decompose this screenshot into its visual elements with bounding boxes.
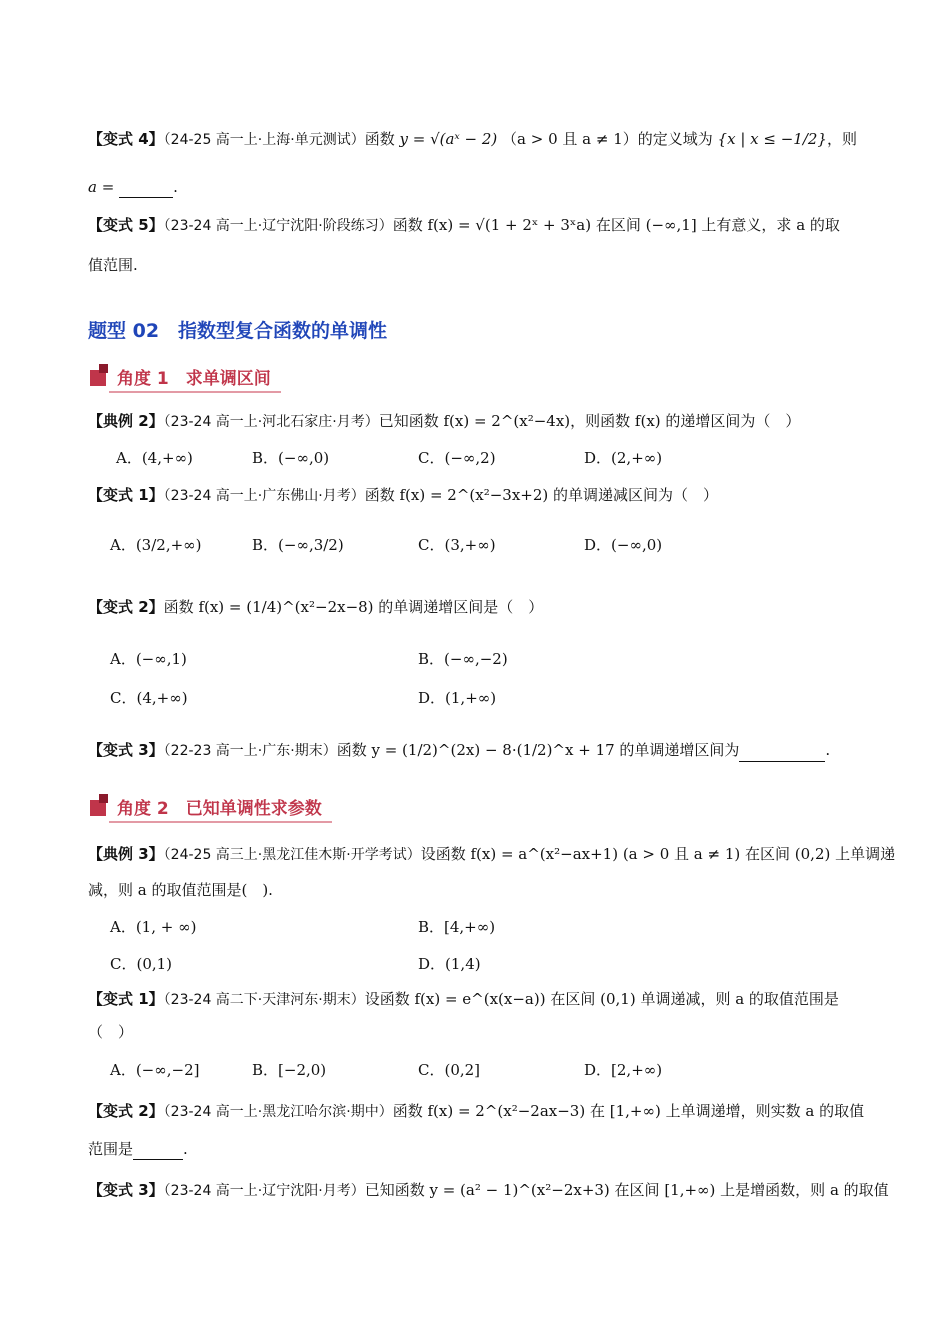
variant-4-condition: （a > 0 且 a ≠ 1）的定义域为 [502, 130, 713, 148]
example-3-option-c[interactable]: C．(0,1) [110, 955, 173, 973]
angle-1-banner [90, 365, 281, 391]
example-3-option-b[interactable]: B．[4,+∞) [418, 918, 496, 936]
variant-4-end: . [173, 178, 178, 196]
variant-1a-option-b[interactable]: B．(−∞,3/2) [252, 536, 344, 554]
example-2-option-b[interactable]: B．(−∞,0) [252, 449, 330, 467]
variant-5-text: 函数 f(x) = √(1 + 2ˣ + 3ˣa) 在区间 (−∞,1] 上有意义，求 a 的取 [392, 216, 840, 234]
variant-4-line1 [88, 128, 857, 151]
variant-2b-source: （23-24 高一上·黑龙江哈尔滨·期中） [163, 1104, 393, 1120]
variant-3b-line1 [88, 1179, 889, 1202]
variant-2a-option-a[interactable]: A．(−∞,1) [110, 650, 187, 668]
variant-3a-text: 函数 y = (1/2)^(2x) − 8·(1/2)^x + 17 的单调递增区间为 [336, 741, 740, 759]
variant-2a-text: 函数 f(x) = (1/4)^(x²−2x−8) 的单调递增区间是（ ） [163, 598, 544, 616]
example-2-option-d[interactable]: D．(2,+∞) [584, 449, 663, 467]
variant-5-line1 [88, 214, 840, 237]
variant-1a-line [88, 484, 718, 507]
variant-5-line2 [88, 254, 138, 276]
variant-4-line2 [88, 176, 178, 198]
variant-2a-option-d[interactable]: D．(1,+∞) [418, 689, 497, 707]
variant-3b-text: 已知函数 y = (a² − 1)^(x²−2x+3) 在区间 [1,+∞) 上是增函数，则 a 的取值 [364, 1181, 889, 1199]
variant-1b-text: 设函数 f(x) = e^(x(x−a)) 在区间 (0,1) 单调递减，则 a 的取值范围是 [364, 990, 839, 1008]
variant-1b-text-cont: （ ） [88, 1023, 134, 1041]
variant-1b-line2 [88, 1021, 133, 1043]
variant-2a-option-c[interactable]: C．(4,+∞) [110, 689, 188, 707]
variant-2b-tag: 【变式 2】 [88, 1102, 164, 1120]
variant-3a-tag: 【变式 3】 [88, 741, 164, 759]
variant-1b-tag: 【变式 1】 [88, 990, 164, 1008]
variant-4-tag: 【变式 4】 [88, 130, 164, 148]
variant-1a-text: 函数 f(x) = 2^(x²−3x+2) 的单调递减区间为（ ） [364, 486, 719, 504]
variant-2b-end: . [183, 1140, 188, 1158]
variant-3a-blank[interactable] [739, 745, 825, 762]
variant-2b-text: 函数 f(x) = 2^(x²−2ax−3) 在 [1,+∞) 上单调递增，则实数 a 的取值 [392, 1102, 865, 1120]
example-2-source: （23-24 高一上·河北石家庄·月考） [163, 414, 379, 430]
section-heading: 题型 02 指数型复合函数的单调性 [88, 320, 388, 342]
example-3-text: 设函数 f(x) = a^(x²−ax+1) (a > 0 且 a ≠ 1) 在区间 (0,2) 上单调递 [420, 845, 896, 863]
variant-4-answer-label: a = [88, 178, 120, 196]
variant-1b-option-d[interactable]: D．[2,+∞) [584, 1061, 663, 1079]
variant-1b-line1 [88, 988, 839, 1011]
banner-square-icon [90, 370, 106, 386]
variant-3b-tag: 【变式 3】 [88, 1181, 164, 1199]
example-3-option-d[interactable]: D．(1,4) [418, 955, 481, 973]
variant-5-text-cont: 值范围. [88, 256, 138, 274]
example-3-line2 [88, 879, 273, 901]
example-3-tag: 【典例 3】 [88, 845, 164, 863]
example-2-text: 已知函数 f(x) = 2^(x²−4x)，则函数 f(x) 的递增区间为（ ） [378, 412, 801, 430]
variant-2a-line [88, 596, 543, 618]
variant-2a-option-b[interactable]: B．(−∞,−2) [418, 650, 508, 668]
variant-4-then: ，则 [826, 130, 857, 148]
angle-2-banner [90, 795, 332, 821]
variant-2b-blank[interactable] [133, 1143, 183, 1160]
variant-4-blank[interactable] [119, 181, 173, 198]
variant-1b-option-b[interactable]: B．[−2,0) [252, 1061, 327, 1079]
variant-1a-option-a[interactable]: A．(3/2,+∞) [110, 536, 202, 554]
variant-3a-line [88, 739, 830, 762]
banner-square-icon [90, 800, 106, 816]
variant-1a-tag: 【变式 1】 [88, 486, 164, 504]
variant-2b-text-cont: 范围是 [88, 1140, 134, 1158]
variant-1b-option-a[interactable]: A．(−∞,−2] [110, 1061, 200, 1079]
variant-1a-source: （23-24 高一上·广东佛山·月考） [163, 488, 365, 504]
variant-2a-tag: 【变式 2】 [88, 598, 164, 616]
variant-4-domain: {x | x ≤ −1/2} [717, 130, 827, 148]
variant-3a-end: . [825, 741, 831, 759]
variant-4-text: 函数 [364, 130, 395, 148]
example-3-text-cont: 减，则 a 的取值范围是( ). [88, 881, 273, 899]
example-3-source: （24-25 高三上·黑龙江佳木斯·开学考试） [163, 847, 421, 863]
variant-4-source: （24-25 高一上·上海·单元测试） [163, 132, 365, 148]
angle-2-label: 角度 2 已知单调性求参数 [109, 794, 332, 823]
example-2-option-a[interactable]: A．(4,+∞) [116, 449, 193, 467]
example-2-tag: 【典例 2】 [88, 412, 164, 430]
example-3-option-a[interactable]: A．(1, + ∞) [110, 918, 197, 936]
angle-1-label: 角度 1 求单调区间 [109, 364, 281, 393]
variant-2b-line2 [88, 1138, 188, 1160]
variant-5-tag: 【变式 5】 [88, 216, 164, 234]
example-2-option-c[interactable]: C．(−∞,2) [418, 449, 496, 467]
variant-4-formula: y = √(aˣ − 2) [399, 130, 498, 148]
variant-3a-source: （22-23 高一上·广东·期末） [163, 743, 337, 759]
example-3-line1 [88, 843, 895, 866]
variant-1a-option-d[interactable]: D．(−∞,0) [584, 536, 663, 554]
variant-2b-line1 [88, 1100, 864, 1123]
example-2-line [88, 410, 800, 433]
variant-3b-source: （23-24 高一上·辽宁沈阳·月考） [163, 1183, 365, 1199]
variant-1b-option-c[interactable]: C．(0,2] [418, 1061, 481, 1079]
variant-5-source: （23-24 高一上·辽宁沈阳·阶段练习） [163, 218, 393, 234]
variant-1b-source: （23-24 高二下·天津河东·期末） [163, 992, 365, 1008]
variant-1a-option-c[interactable]: C．(3,+∞) [418, 536, 496, 554]
